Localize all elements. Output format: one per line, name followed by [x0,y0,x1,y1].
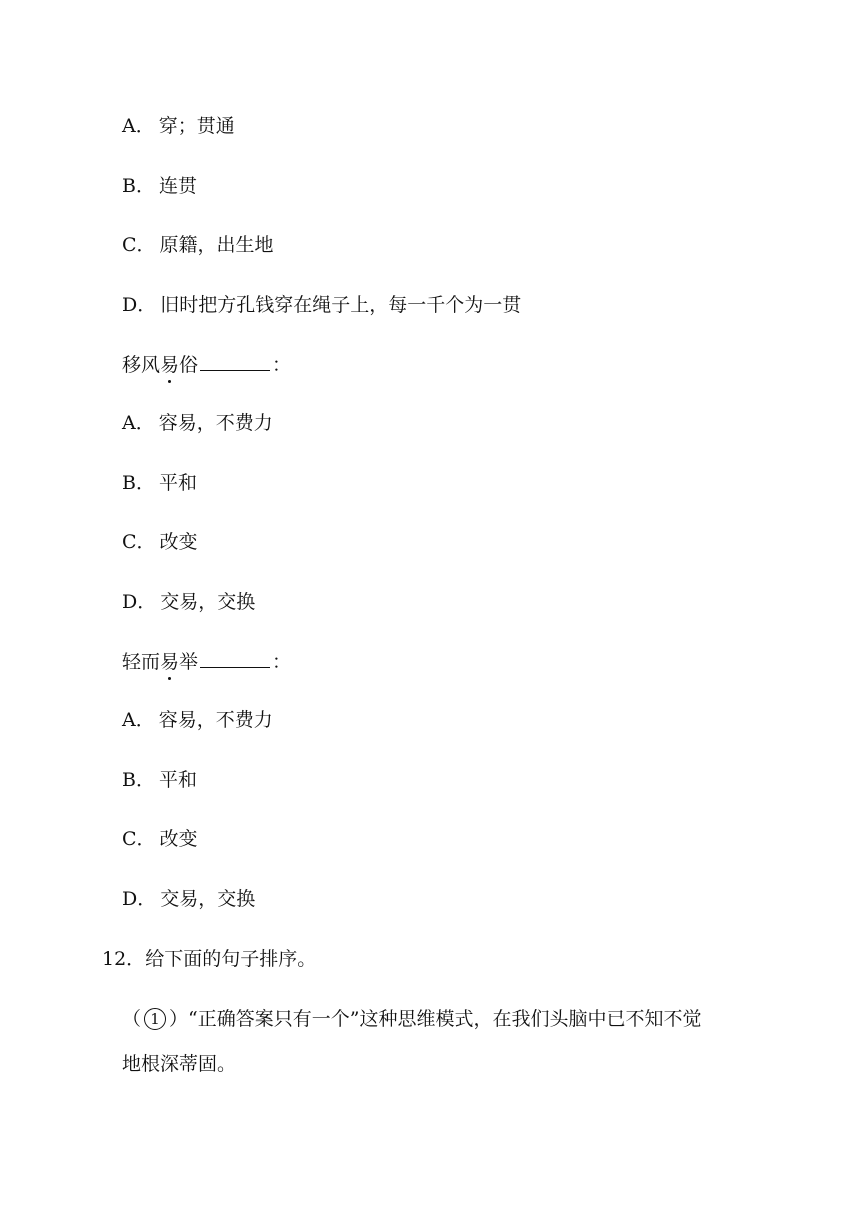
idiom-before: 移风 [122,354,161,376]
idiom-item-yifengyisu [122,350,291,379]
option-c [122,528,198,556]
dotted-char: 易 [160,648,179,676]
option-letter: D． [122,888,157,910]
option-letter: B． [122,769,155,791]
idiom-after: 俗 [179,354,199,376]
option-d [122,588,255,616]
dotted-char: 易 [160,351,179,379]
option-b [122,469,197,497]
option-letter: C． [122,234,156,256]
idiom-suffix: ： [272,354,292,376]
question-prompt: 给下面的句子排序。 [145,948,317,970]
option-text: 原籍，出生地 [159,234,274,256]
option-text: 穿；贯通 [158,115,235,137]
option-d [122,291,521,319]
sentence-1-line-2 [122,1050,236,1078]
option-d [122,885,255,913]
option-c [122,231,274,259]
option-letter: A． [122,709,155,731]
option-a [122,409,273,437]
close-paren: ） [169,1008,189,1030]
sentence-1-line-1 [122,1005,701,1033]
option-text: 交易，交换 [160,888,256,910]
option-text: 改变 [159,828,198,850]
idiom-suffix: ： [272,651,292,673]
option-text: 容易，不费力 [158,412,273,434]
option-b [122,766,197,794]
option-a [122,706,273,734]
question-number: 12． [102,948,146,970]
option-letter: B． [122,175,155,197]
option-text: 平和 [158,769,197,791]
option-b [122,172,197,200]
option-text: 连贯 [158,175,197,197]
option-letter: A． [122,115,155,137]
option-letter: C． [122,531,156,553]
circled-number: 1 [144,1008,166,1030]
sentence-text-cont: 地根深蒂固。 [122,1053,237,1075]
idiom-item-qingeryiju [122,647,291,676]
option-letter: A． [122,412,155,434]
option-letter: C． [122,828,156,850]
option-a [122,112,235,140]
option-text: 平和 [158,472,197,494]
open-paren: （ [122,1008,142,1030]
option-text: 容易，不费力 [158,709,273,731]
option-text: 交易，交换 [160,591,256,613]
sentence-text: “正确答案只有一个”这种思维模式，在我们头脑中已不知不觉 [188,1008,702,1030]
answer-blank[interactable] [200,350,270,371]
option-c [122,825,198,853]
option-text: 旧时把方孔钱穿在绳子上，每一千个为一贯 [160,294,522,316]
answer-blank[interactable] [200,647,270,668]
question-12-heading [102,945,316,973]
option-text: 改变 [159,531,198,553]
option-letter: D． [122,294,157,316]
option-letter: D． [122,591,157,613]
idiom-before: 轻而 [122,651,161,673]
option-letter: B． [122,472,155,494]
idiom-after: 举 [179,651,199,673]
